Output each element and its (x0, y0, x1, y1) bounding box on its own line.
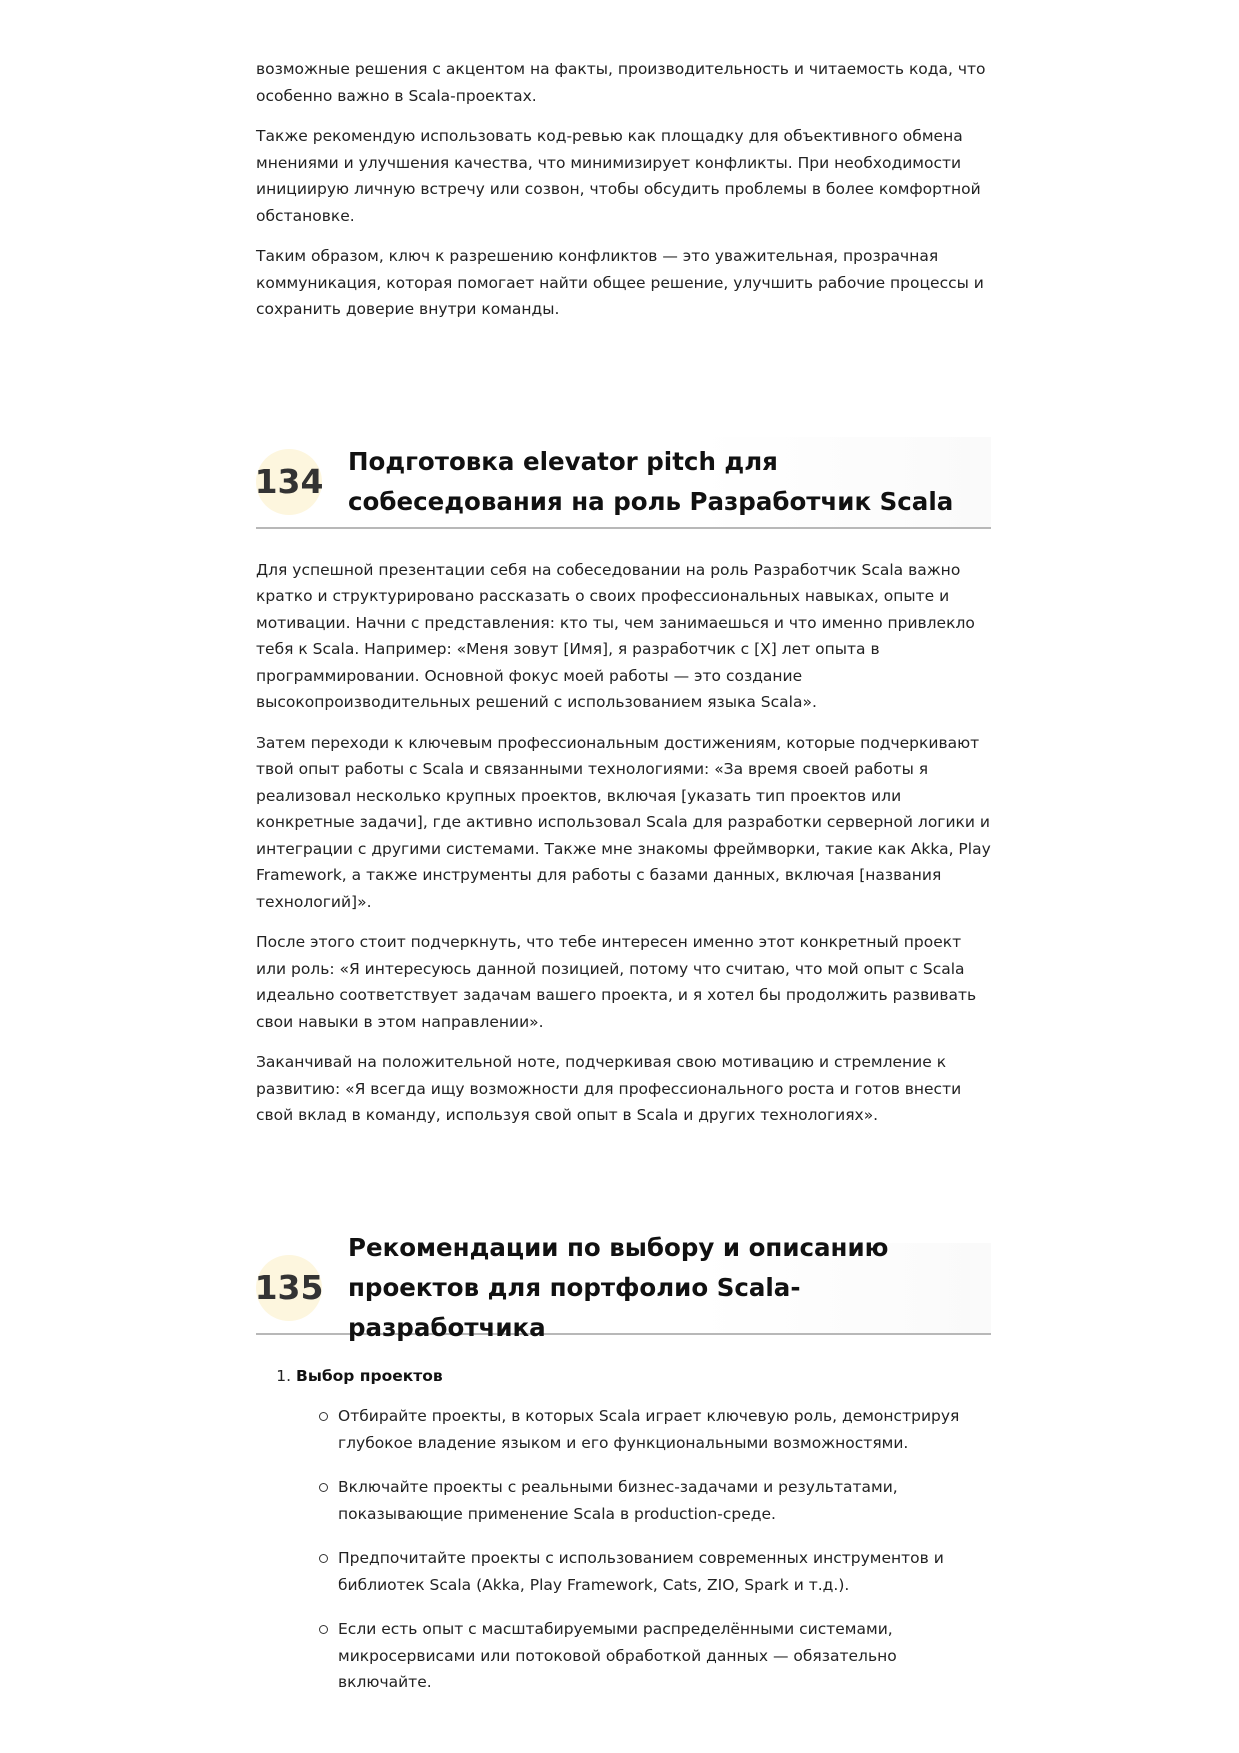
section-header (254, 1232, 991, 1342)
section-number-badge: 134 (256, 449, 322, 515)
intro-text (256, 56, 991, 323)
paragraph: Для успешной презентации себя на собеседовании на роль Разработчик Scala важно кратко и структурировано рассказать о своих профессиональных навыках, опыте и мотивации. Начни с представления: кто ты, чем занимаешься и что именно привлекло тебя к Scala. Например: «Меня зовут [Имя], я разработчик с [X] лет опыта в программировании. Основной фокус моей работы — это создание высокопроизводительных решений с использованием языка Scala». (256, 560, 975, 711)
section-134 (256, 437, 991, 1129)
section-number-badge: 135 (256, 1255, 322, 1321)
section-135 (254, 1232, 991, 1696)
section-title: Подготовка elevator pitch для собеседования на роль Разработчик Scala (348, 446, 954, 516)
section-header (256, 437, 991, 529)
bullet-item: Если есть опыт с масштабируемыми распределёнными системами, микросервисами или потоковой обработкой данных — обязательно включайте. (338, 1616, 991, 1696)
paragraph: Также рекомендую использовать код-ревью как площадку для объективного обмена мнениями и улучшения качества, что минимизирует конфликты. При необходимости инициирую личную встречу или созвон, чтобы обсудить проблемы в более комфортной обстановке. (256, 127, 981, 225)
numbered-list (256, 1363, 991, 1696)
bullet-item: Включайте проекты с реальными бизнес-задачами и результатами, показывающие применение Scala в production-среде. (338, 1474, 991, 1527)
paragraph: После этого стоит подчеркнуть, что тебе интересен именно этот конкретный проект или роль: «Я интересуюсь данной позицией, потому что считаю, что мой опыт с Scala идеально соответствует задачам вашего проекта, и я хотел бы продолжить развивать свои навыки в этом направлении». (256, 933, 977, 1031)
list-item-title: Выбор проектов (296, 1366, 443, 1385)
paragraph: Таким образом, ключ к разрешению конфликтов — это уважительная, прозрачная коммуникация, которая помогает найти общее решение, улучшить рабочие процессы и сохранить доверие внутри команды. (256, 247, 984, 318)
paragraph: Затем переходи к ключевым профессиональным достижениям, которые подчеркивают твой опыт работы с Scala и связанными технологиями: «За время своей работы я реализовал несколько крупных проектов, включая [указать тип проектов или конкретные задачи], где активно использовал Scala для разработки серверной логики и интеграции с другими системами. Также мне знакомы фреймворки, такие как Akka, Play Framework, а также инструменты для работы с базами данных, включая [названия технологий]». (256, 733, 991, 911)
document-page (256, 56, 991, 1714)
section-title: Рекомендации по выбору и описанию проектов для портфолио Scala-разработчика (348, 1232, 889, 1342)
paragraph: Заканчивай на положительной ноте, подчеркивая свою мотивацию и стремление к развитию: «Я всегда ищу возможности для профессионального роста и готов внести свой вклад в команду, используя свой опыт в Scala и других технологиях». (256, 1053, 962, 1124)
paragraph: возможные решения с акцентом на факты, производительность и читаемость кода, что особенно важно в Scala-проектах. (256, 60, 986, 105)
bullet-item: Предпочитайте проекты с использованием современных инструментов и библиотек Scala (Akka, Play Framework, Cats, ZIO, Spark и т.д.). (338, 1545, 991, 1598)
list-item (296, 1363, 991, 1696)
bullet-item: Отбирайте проекты, в которых Scala играет ключевую роль, демонстрируя глубокое владение языком и его функциональными возможностями. (338, 1403, 991, 1456)
bullet-list (296, 1403, 991, 1696)
